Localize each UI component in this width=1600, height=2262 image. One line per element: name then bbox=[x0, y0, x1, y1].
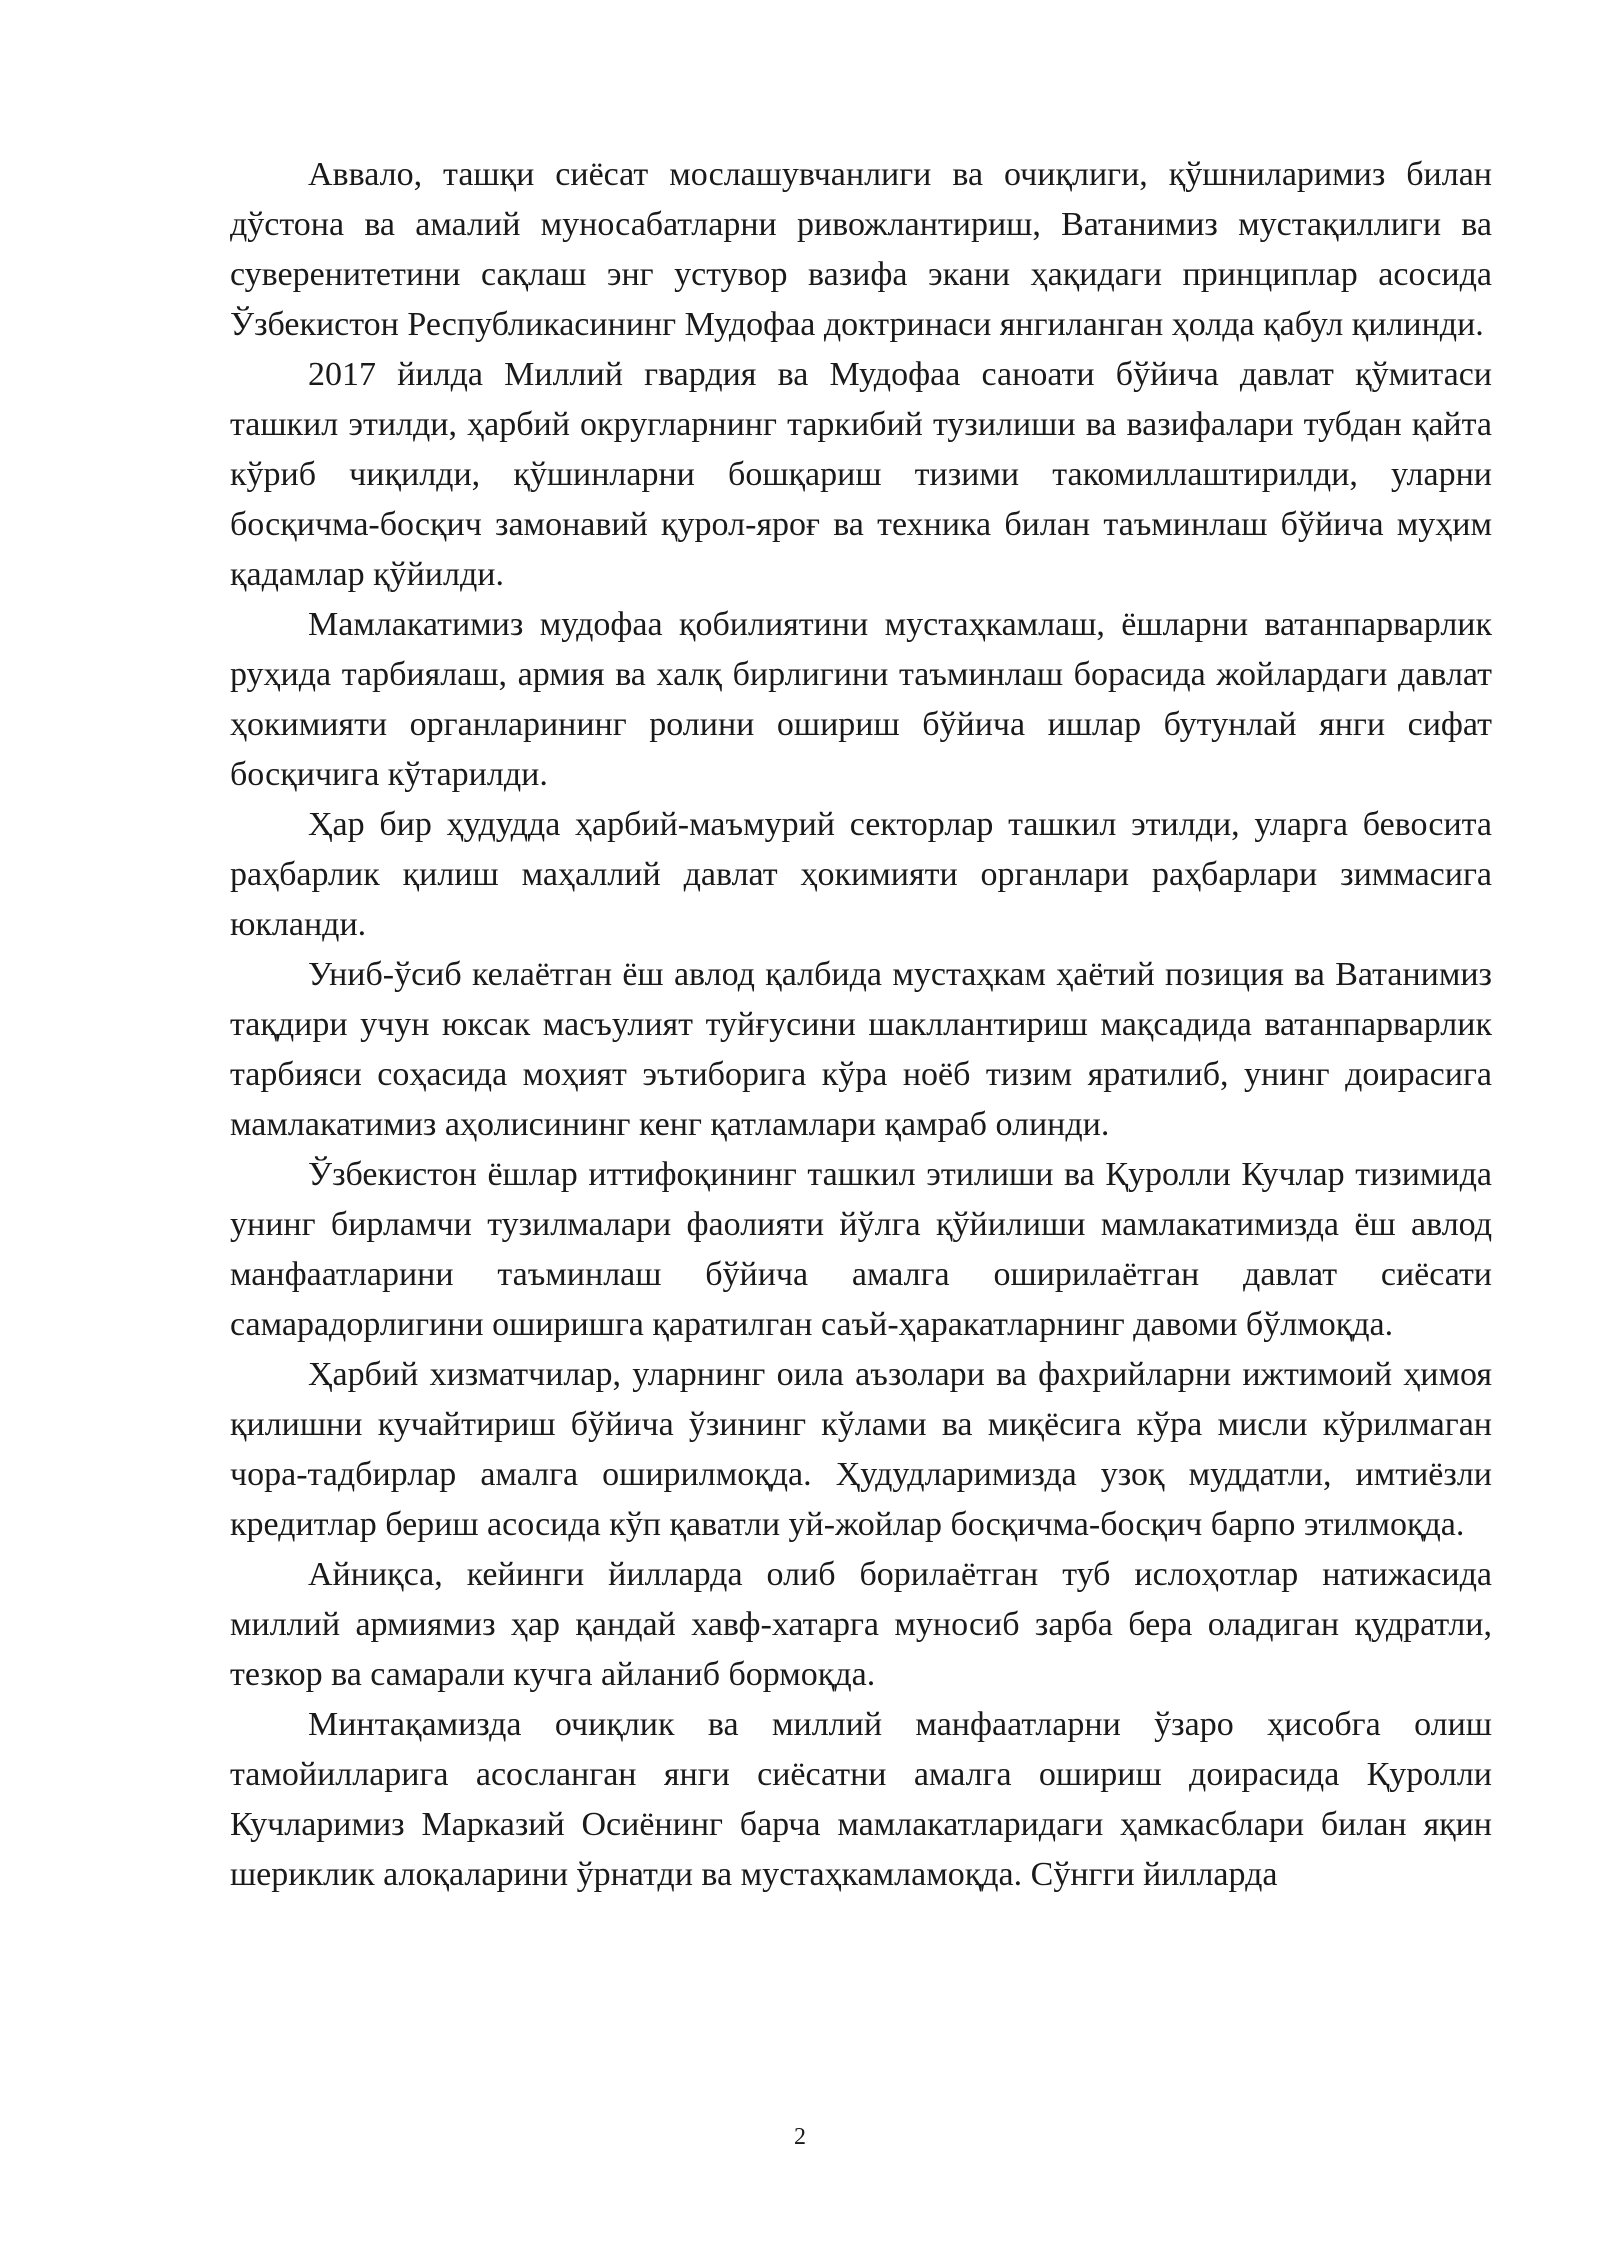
body-text bbox=[230, 150, 1492, 1900]
paragraph-defense-capability: Мамлакатимиз мудофаа қобилиятини мустаҳкамлаш, ёшларни ватанпарварлик руҳида тарбиялаш, армия ва халқ бирлигини таъминлаш борасида жойлардаги давлат ҳокимияти органларининг ролини ошириш бўйича ишлар бутунлай янги сифат босқичига кўтарилди. bbox=[230, 606, 1492, 793]
paragraph-regional-partnership: Минтақамизда очиқлик ва миллий манфаатларни ўзаро ҳисобга олиш тамойилларига асосланган янги сиёсатни амалга ошириш доирасида Қуролли Кучларимиз Марказий Осиёнинг барча мамлакатларидаги ҳамкасблари билан яқин шериклик алоқаларини ўрнатди ва мустаҳкамламоқда. Сўнгги йилларда bbox=[230, 1706, 1492, 1893]
paragraph-defense-doctrine: Аввало, ташқи сиёсат мослашувчанлиги ва очиқлиги, қўшниларимиз билан дўстона ва амалий муносабатларни ривожлантириш, Ватанимиз мустақиллиги ва суверенитетини сақлаш энг устувор вазифа экани ҳақидаги принциплар асосида Ўзбекистон Республикасининг Мудофаа доктринаси янгиланган ҳолда қабул қилинди. bbox=[230, 156, 1492, 343]
page-number: 2 bbox=[794, 2124, 806, 2150]
paragraph-youth-union: Ўзбекистон ёшлар иттифоқининг ташкил этилиши ва Қуролли Кучлар тизимида унинг бирламчи тузилмалари фаолияти йўлга қўйилиши мамлакатимизда ёш авлод манфаатларини таъминлаш бўйича амалга оширилаётган давлат сиёсати самарадорлигини оширишга қаратилган саъй-ҳаракатларнинг давоми бўлмоқда. bbox=[230, 1156, 1492, 1343]
paragraph-national-guard-2017: 2017 йилда Миллий гвардия ва Мудофаа саноати бўйича давлат қўмитаси ташкил этилди, ҳарбий округларнинг таркибий тузилиши ва вазифалари тубдан қайта кўриб чиқилди, қўшинларни бошқариш тизими такомиллаштирилди, уларни босқичма-босқич замонавий қурол-яроғ ва техника билан таъминлаш бўйича муҳим қадамлар қўйилди. bbox=[230, 356, 1492, 593]
paragraph-patriotic-education: Униб-ўсиб келаётган ёш авлод қалбида мустаҳкам ҳаётий позиция ва Ватанимиз тақдири учун юксак масъулият туйғусини шакллантириш мақсадида ватанпарварлик тарбияси соҳасида моҳият эътиборига кўра ноёб тизим яратилиб, унинг доирасига мамлакатимиз аҳолисининг кенг қатламлари қамраб олинди. bbox=[230, 956, 1492, 1143]
paragraph-military-sectors: Ҳар бир ҳудудда ҳарбий-маъмурий секторлар ташкил этилди, уларга бевосита раҳбарлик қилиш маҳаллий давлат ҳокимияти органлари раҳбарлари зиммасига юкланди. bbox=[230, 806, 1492, 943]
paragraph-social-protection: Ҳарбий хизматчилар, уларнинг оила аъзолари ва фахрийларни ижтимоий ҳимоя қилишни кучайтириш бўйича ўзининг кўлами ва миқёсига кўра мисли кўрилмаган чора-тадбирлар амалга оширилмоқда. Ҳудудларимизда узоқ муддатли, имтиёзли кредитлар бериш асосида кўп қаватли уй-жойлар босқичма-босқич барпо этилмоқда. bbox=[230, 1356, 1492, 1543]
paragraph-reforms: Айниқса, кейинги йилларда олиб борилаётган туб ислоҳотлар натижасида миллий армиямиз ҳар қандай хавф-хатарга муносиб зарба бера оладиган қудратли, тезкор ва самарали кучга айланиб бормоқда. bbox=[230, 1556, 1492, 1693]
